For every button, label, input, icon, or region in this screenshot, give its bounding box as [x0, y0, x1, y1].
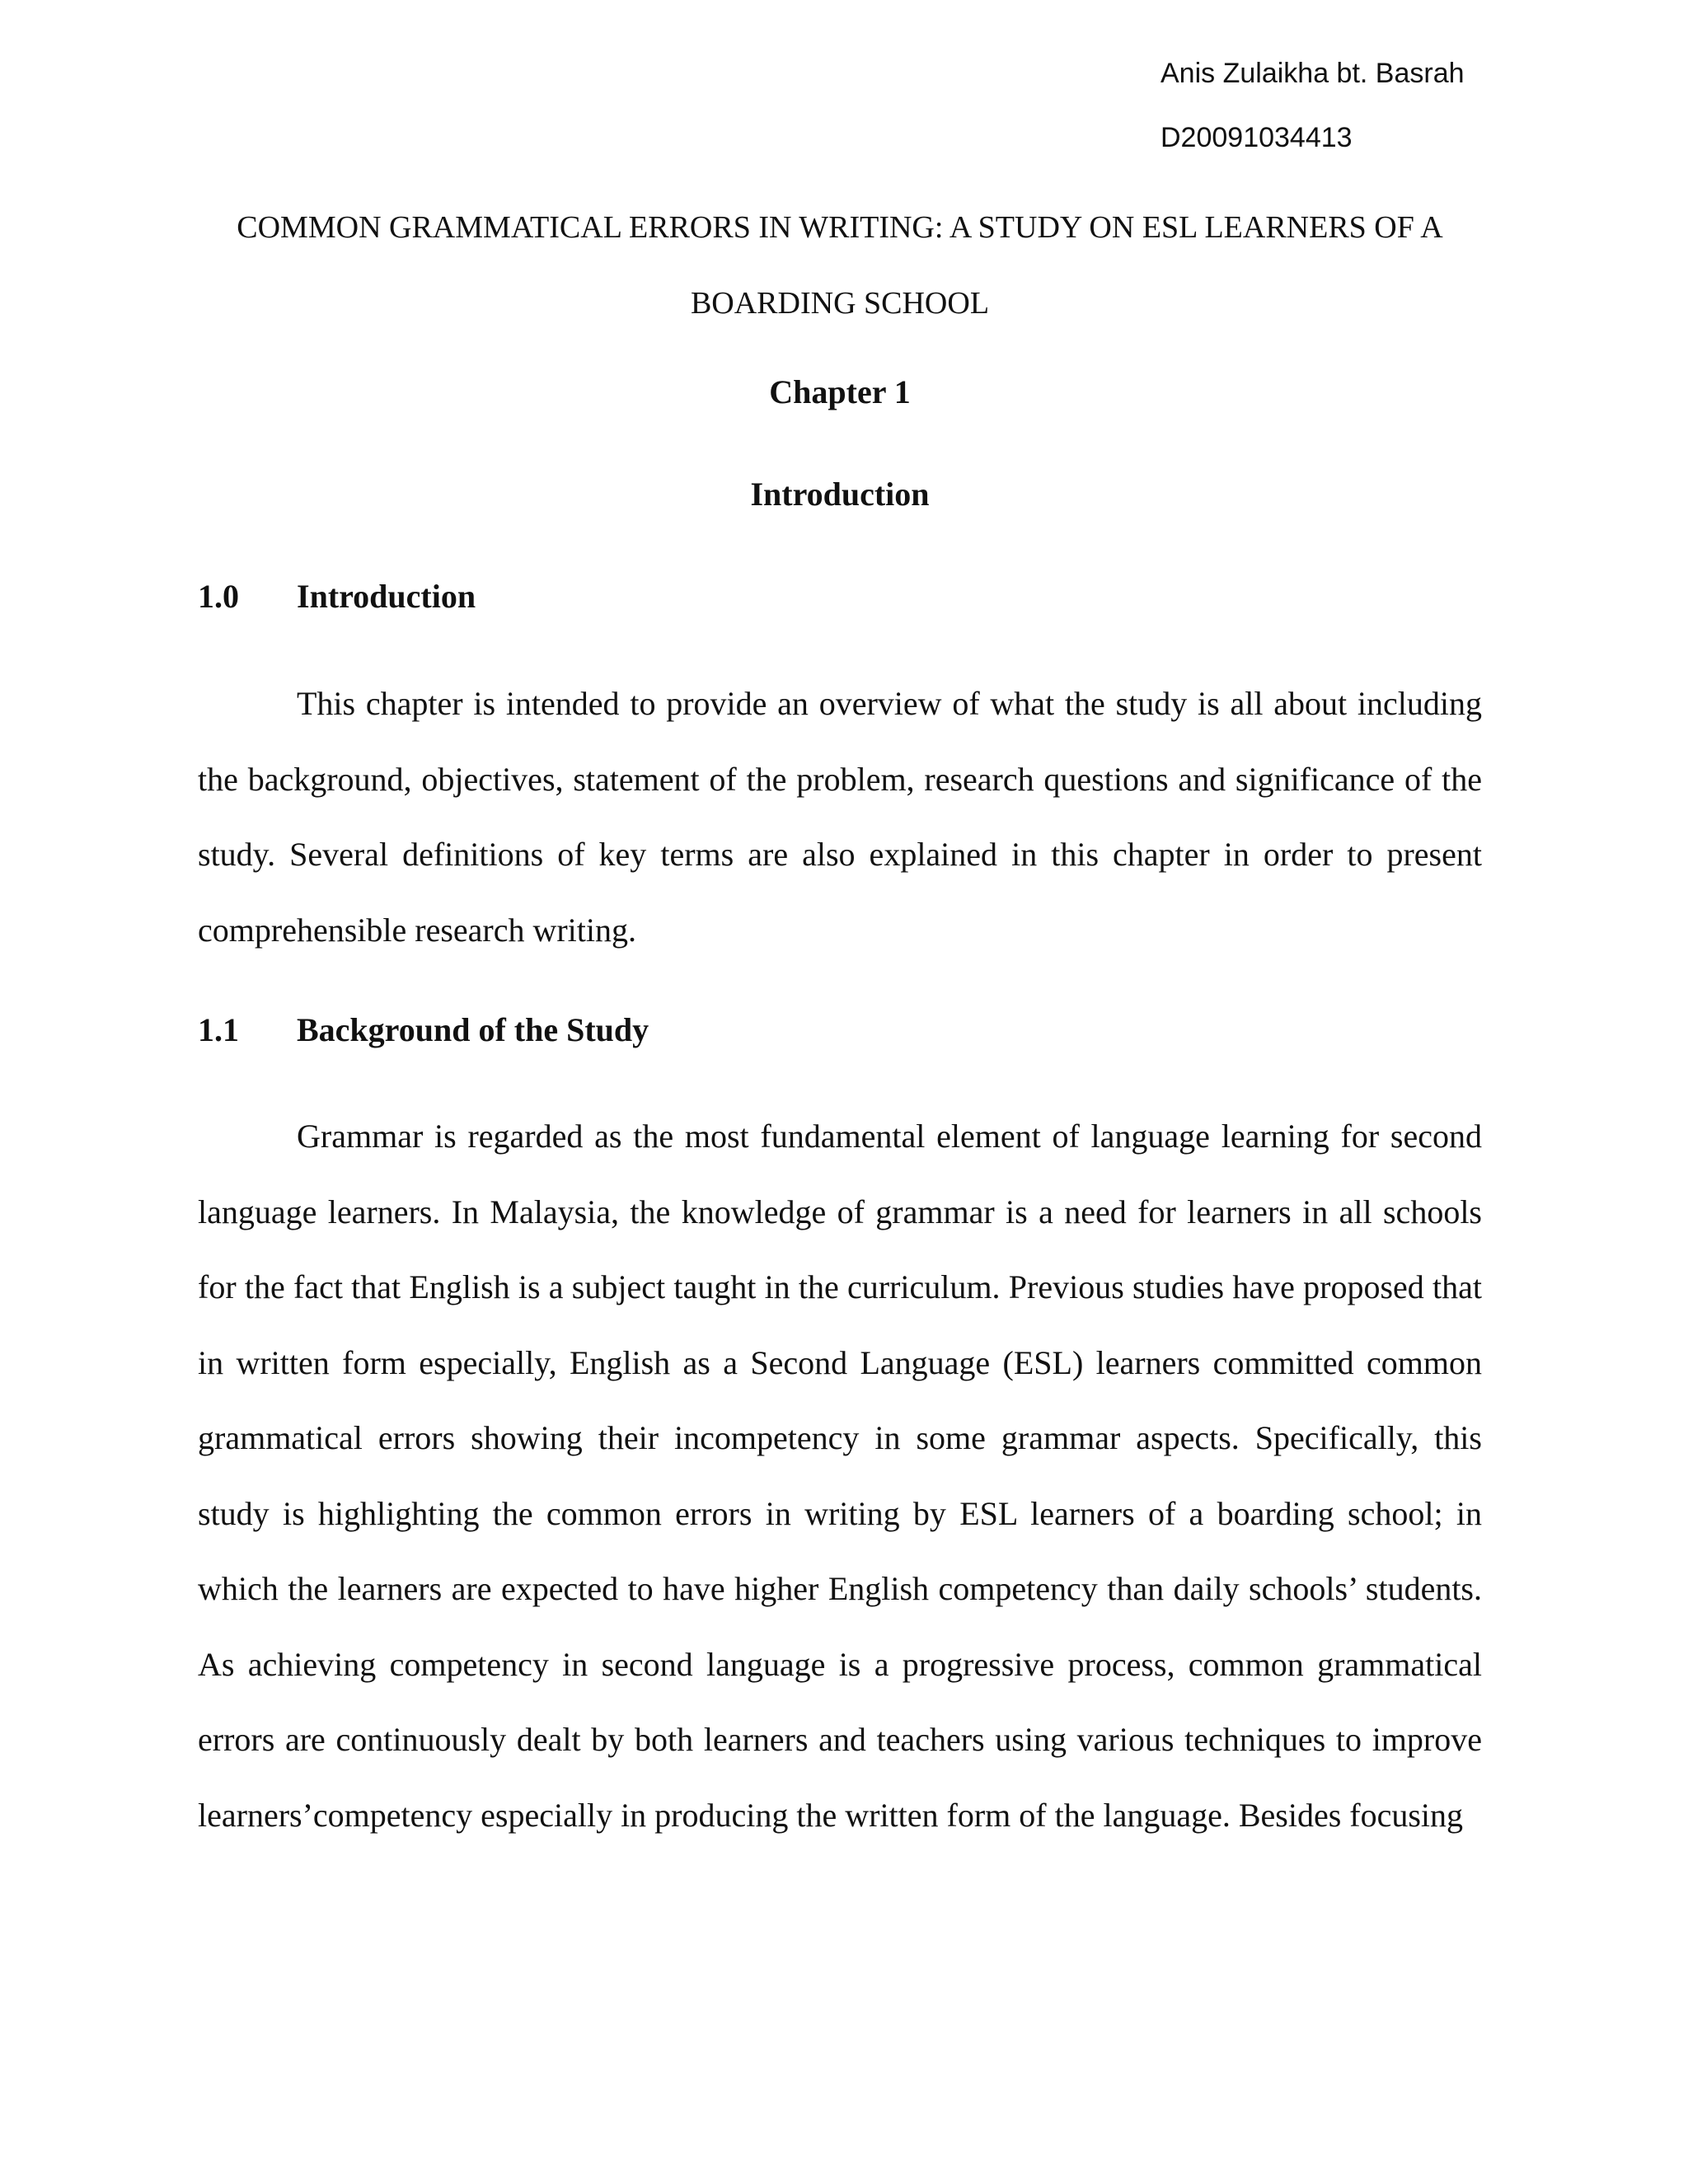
paragraph-background: Grammar is regarded as the most fundamental element of language learning for second language learners. In Malaysia, the knowledge of grammar is a need for learners in all schools for the fact that English is a subject taught in the curriculum. Previous studies have proposed that in written form especially, English as a Second Language (ESL) learners committed common grammatical errors showing their incompetency in some grammar aspects. Specifically, this study is highlighting the common errors in writing by ESL learners of a boarding school; in which the learners are expected to have higher English competency than daily schools’ students. As achieving competency in second language is a progressive process, common grammatical errors are continuously dealt by both learners and teachers using various techniques to improve learners’competency especially in producing the written form of the language. Besides focusing [198, 1118, 1482, 1834]
section-number: 1.0 [198, 578, 239, 615]
paragraph-introduction: This chapter is intended to provide an overview of what the study is all about including the background, objectives, statement of the problem, research questions and significance of the study. Several definitions of key terms are also explained in this chapter in order to present comprehensible research writing. [198, 685, 1482, 949]
section-title: Introduction [297, 578, 476, 615]
section-heading-background [198, 1010, 649, 1049]
author-id: D20091034413 [1160, 122, 1353, 153]
author-block [1160, 41, 1465, 170]
author-name: Anis Zulaikha bt. Basrah [1160, 58, 1465, 89]
section-heading-introduction [198, 577, 476, 616]
document-title: COMMON GRAMMATICAL ERRORS IN WRITING: A STUDY ON ESL LEARNERS OF A BOARDING SCHOOL [237, 210, 1443, 321]
chapter-number: Chapter 1 [769, 373, 911, 410]
section-title: Background of the Study [297, 1011, 649, 1048]
section-number: 1.1 [198, 1011, 239, 1048]
chapter-title: Introduction [750, 476, 930, 513]
